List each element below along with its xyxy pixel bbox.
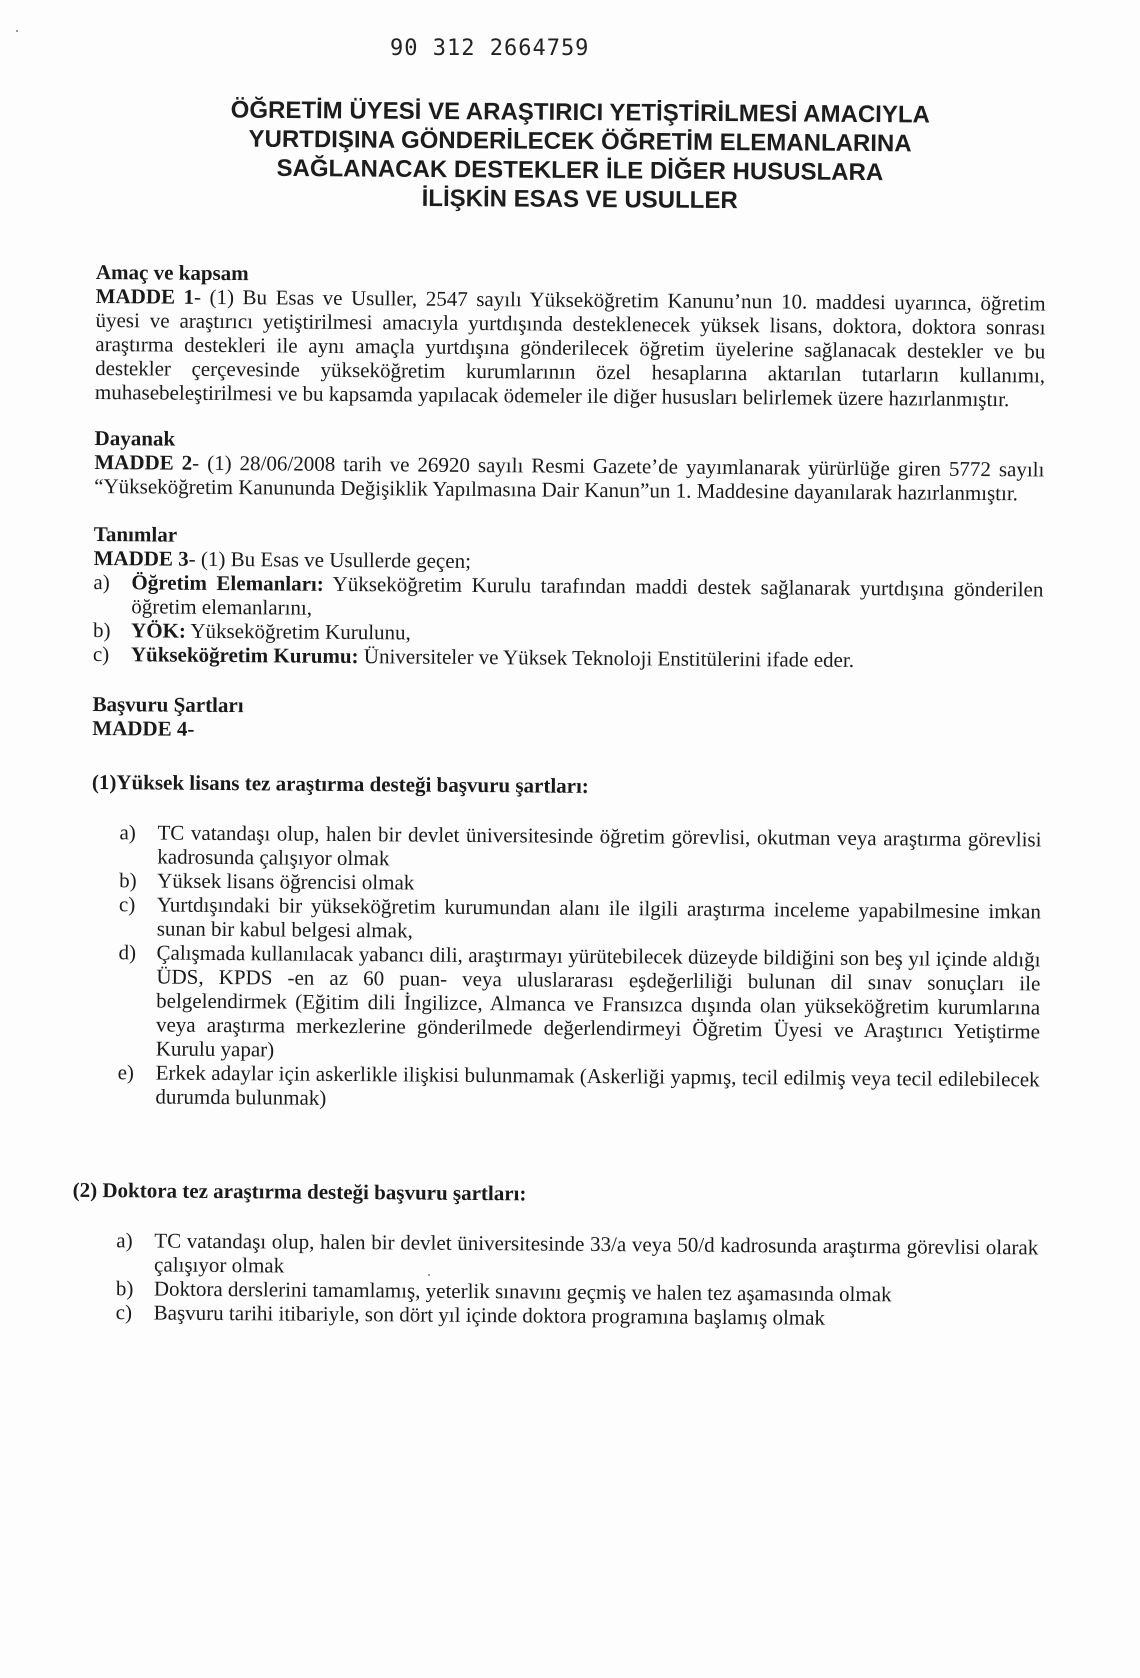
list-text: TC vatandaşı olup, halen bir devlet üniversitesinde öğretim görevlisi, okutman veya araştırma görevlisi kadrosunda çalışıyor olmak xyxy=(157,820,1042,871)
list-marker: b) xyxy=(115,1276,134,1301)
definition-text: Üniversiteler ve Yüksek Teknoloji Enstitülerini ifade eder. xyxy=(358,644,855,672)
definition-marker: a) xyxy=(93,569,110,595)
document-body xyxy=(72,260,1046,1351)
definition-term: Öğretim Elemanları: xyxy=(131,570,324,596)
list-text: Erkek adaylar için askerlikle ilişkisi bulunmamak (Askerliği yapmış, tecil edilmiş veya tecil edilebilecek durumda bulunmak) xyxy=(155,1060,1040,1110)
article-3-label: MADDE 3 xyxy=(93,545,189,571)
list-text: Doktora derslerini tamamlamış, yeterlik sınavını geçmiş ve halen tez aşamasında olmak xyxy=(153,1276,892,1307)
article-1-body: - (1) Bu Esas ve Usuller, 2547 sayılı Yükseköğretim Kanunu’nun 10. maddesi uyarınca, öğretim üyesi ve araştırıcı yetiştirilmesi amacıyla yurtdışında desteklenecek yüksek lisans, doktora, doktora sonrası araştırma destekleri ile aynı amaçla yurtdışına gönderilecek öğretim üyelerine sağlanacak destekler ve bu destekler çerçevesinde yükseköğretim kurumlarının özel hesaplarına aktarılan tutarların kullanımı, muhasebeleştirilmesi ve bu kapsamda yapılacak ödemeler ile diğer hususları belirlemek üzere hazırlanmıştır. xyxy=(94,284,1046,412)
list-item xyxy=(119,820,1041,875)
definition-text: Yükseköğretim Kurulu tarafından maddi destek sağlanarak yurtdışına gönderilen öğretim elemanlarını, xyxy=(131,571,1044,620)
list-item xyxy=(116,1228,1038,1283)
article-4-heading: Başvuru Şartları xyxy=(92,691,244,718)
title-line-2: YURTDIŞINA GÖNDERİLECEK ÖĞRETİM ELEMANLARINA xyxy=(248,125,912,158)
definitions-list xyxy=(93,570,1044,673)
list-marker: c) xyxy=(118,892,136,917)
article-3 xyxy=(93,522,1044,673)
list-marker: e) xyxy=(117,1060,135,1085)
list-text: Çalışmada kullanılacak yabancı dili, araştırmayı yürütebilecek düzeyde bildiğini son beş yıl içinde aldığı ÜDS, KPDS -en az 60 puan- veya uluslararası eşdeğerliliği bulunan dil sınav sonuçları ile belgelendirmek (Eğitim dili İngilizce, Almanca ve Fransızca dışında olan yükseköğretim kurumlarına veya araştırma merkezlerine gönderilmede değerlendirmeyi Öğretim Üyesi ve Araştırıcı Yetiştirme Kurulu yapar) xyxy=(155,940,1041,1062)
list-text: TC vatandaşı olup, halen bir devlet üniversitesinde 33/a veya 50/d kadrosunda araştırma görevlisi olarak çalışıyor olmak xyxy=(154,1228,1039,1278)
article-2-heading: Dayanak xyxy=(94,425,176,451)
document-title xyxy=(150,95,1011,217)
part-2-list xyxy=(116,1228,1039,1331)
article-2-label: MADDE 2 xyxy=(94,449,193,475)
part-1-heading: (1)Yüksek lisans tez araştırma desteği başvuru şartları: xyxy=(91,769,589,798)
list-marker: a) xyxy=(116,1228,133,1253)
definition-marker: b) xyxy=(92,617,111,643)
part-1-list xyxy=(117,820,1041,1115)
definition-item xyxy=(93,570,1043,625)
article-1-text xyxy=(95,284,1046,411)
list-marker: a) xyxy=(119,820,136,845)
definition-text: Yükseköğretim Kurulunu, xyxy=(185,618,411,645)
part-2-heading: (2) Doktora tez araştırma desteği başvuru şartları: xyxy=(72,1177,527,1206)
title-line-4: İLİŞKİN ESAS VE USULLER xyxy=(421,184,738,215)
list-item xyxy=(119,892,1041,947)
list-marker: d) xyxy=(118,940,137,965)
article-2-body: - (1) 28/06/2008 tarih ve 26920 sayılı Resmi Gazete’de yayımlanarak yürürlüğe giren 5772 sayılı “Yükseköğretim Kanununda Değişiklik Yapılmasına Dair Kanun”un 1. Maddesine dayanılarak hazırlanmıştır. xyxy=(94,450,1045,506)
article-1-heading: Amaç ve kapsam xyxy=(95,260,249,286)
title-line-3: SAĞLANACAK DESTEKLER İLE DİĞER HUSUSLARA xyxy=(276,154,884,187)
list-item xyxy=(118,940,1041,1067)
title-line-1: ÖĞRETİM ÜYESİ VE ARAŞTIRICI YETİŞTİRİLMESİ AMACIYLA xyxy=(230,96,930,129)
list-marker: c) xyxy=(115,1300,133,1325)
article-1-label: MADDE 1 xyxy=(95,283,195,309)
list-text: Başvuru tarihi itibariyle, son dört yıl içinde doktora programına başlamış olmak xyxy=(153,1300,826,1330)
scan-speck xyxy=(428,1274,430,1276)
article-1 xyxy=(95,260,1046,411)
list-text: Yurtdışındaki bir yükseköğretim kurumundan alanı ile ilgili araştırma inceleme yapabilmesine imkan sunan bir kabul belgesi almak, xyxy=(156,892,1042,943)
scan-speck xyxy=(16,30,18,32)
article-2 xyxy=(94,426,1045,505)
list-item xyxy=(117,1060,1039,1115)
article-2-text xyxy=(94,450,1044,505)
spacer xyxy=(89,1108,1039,1155)
list-text: Yüksek lisans öğrencisi olmak xyxy=(157,868,415,895)
article-4 xyxy=(72,691,1043,1331)
definition-term: Yükseköğretim Kurumu: xyxy=(130,642,359,669)
definition-marker: c) xyxy=(92,641,110,667)
list-marker: b) xyxy=(119,868,137,893)
definition-term: YÖK: xyxy=(130,618,187,643)
article-4-label: MADDE 4- xyxy=(92,715,195,741)
article-3-heading: Tanımlar xyxy=(93,521,178,547)
article-3-intro-text: - (1) Bu Esas ve Usullerde geçen; xyxy=(188,546,472,573)
fax-number: 90 312 2664759 xyxy=(390,36,590,61)
